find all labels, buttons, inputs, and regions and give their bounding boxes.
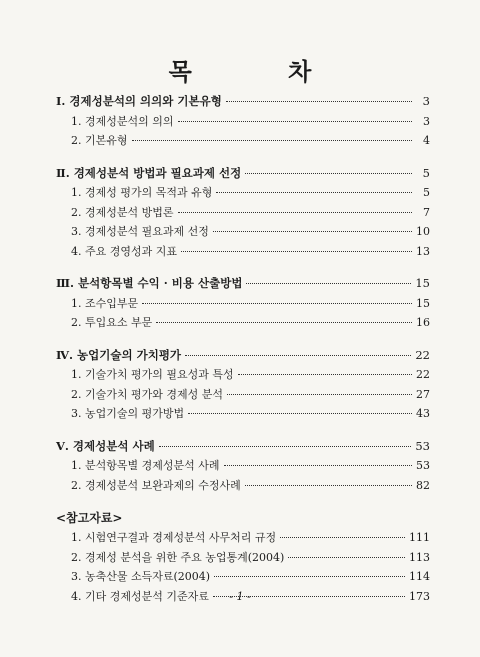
toc-subentry: [56, 404, 430, 424]
toc-page-number: 7: [423, 205, 430, 219]
toc-subentry: [56, 313, 430, 333]
toc-entry-label: Ⅳ. 농업기술의 가치평가: [56, 347, 182, 362]
reference-entry: [56, 567, 430, 587]
toc-page-number: 43: [416, 407, 430, 420]
toc-entry-label: 1. 조수입부문: [71, 296, 139, 310]
toc-page-number: 10: [416, 225, 430, 238]
reference-entry: [56, 548, 430, 568]
toc-entry-label: 2. 경제성분석 보완과제의 수정사례: [71, 478, 241, 492]
toc-sections: [56, 92, 430, 495]
dot-leader: [224, 465, 413, 466]
toc-page-number: 22: [415, 347, 430, 362]
reference-entry: [56, 528, 430, 548]
toc-entry-label: 3. 경제성분석 필요과제 선정: [71, 225, 209, 238]
toc-entry-label: 2. 기본유형: [71, 134, 128, 147]
toc-subentry: [56, 112, 430, 132]
toc-page-number: 22: [416, 368, 430, 381]
dot-leader: [226, 101, 412, 102]
toc-page-number: 82: [416, 478, 430, 492]
toc-entry-label: 1. 경제성 평가의 목적과 유형: [71, 186, 213, 199]
dot-leader: [280, 537, 405, 538]
dot-leader: [245, 485, 412, 486]
toc-entry-label: 1. 시험연구결과 경제성분석 사무처리 규정: [71, 531, 277, 544]
toc-subentry: [56, 365, 430, 385]
toc-page-number: 113: [409, 550, 430, 564]
toc-chapter-entry: [56, 92, 430, 112]
dot-leader: [142, 303, 412, 304]
toc-entry-label: Ⅰ. 경제성분석의 의의와 기본유형: [56, 94, 222, 108]
dot-leader: [178, 121, 413, 122]
toc-subentry: [56, 203, 430, 223]
toc-subentry: [56, 183, 430, 203]
dot-leader: [213, 231, 412, 232]
toc-entry-label: 1. 기술가치 평가의 필요성과 특성: [71, 368, 234, 381]
toc-subentry: [56, 222, 430, 242]
toc-entry-label: 2. 투입요소 부문: [71, 316, 153, 329]
toc-section: [56, 437, 430, 496]
dot-leader: [245, 173, 412, 174]
toc-entry-label: Ⅲ. 분석항목별 수익 · 비용 산출방법: [56, 276, 243, 290]
toc-section: [56, 274, 430, 333]
dot-leader: [178, 212, 413, 213]
dot-leader: [159, 446, 412, 447]
toc-entry-label: 1. 분석항목별 경제성분석 사례: [71, 459, 220, 472]
toc-chapter-entry: [56, 274, 430, 294]
toc-page-number: 114: [409, 570, 430, 583]
toc-section: [56, 346, 430, 424]
toc-page-number: 173: [409, 589, 430, 603]
toc-page-number: 3: [422, 94, 430, 108]
toc-chapter-entry: [56, 164, 430, 184]
dot-leader: [185, 355, 411, 356]
toc-page-number: 13: [416, 244, 430, 258]
toc-entry-label: Ⅴ. 경제성분석 사례: [56, 438, 155, 453]
toc-subentry: [56, 294, 430, 314]
dot-leader: [214, 576, 405, 577]
toc-section: [56, 92, 430, 151]
toc-page-number: 111: [409, 531, 430, 544]
toc-section: [56, 164, 430, 262]
toc-entry-label: 4. 주요 경영성과 지표: [71, 244, 177, 258]
toc-entry-label: 2. 경제성분석 방법론: [71, 205, 174, 219]
toc-chapter-entry: [56, 437, 430, 457]
dot-leader: [288, 557, 405, 558]
toc-subentry: [56, 385, 430, 405]
dot-leader: [181, 251, 412, 252]
toc-page-number: 4: [423, 134, 430, 147]
toc-page-number: 15: [415, 276, 430, 290]
dot-leader: [227, 394, 412, 395]
toc-page-number: 53: [416, 459, 430, 472]
toc-entry-label: 3. 농업기술의 평가방법: [71, 407, 185, 420]
toc-subentry: [56, 456, 430, 476]
toc-entry-label: 1. 경제성분석의 의의: [71, 114, 174, 128]
toc-subentry: [56, 476, 430, 496]
page-title: 목 차: [168, 57, 356, 86]
toc-page-number: 15: [416, 296, 430, 310]
toc-page-number: 3: [423, 114, 430, 128]
page-number: - 1 -: [229, 590, 251, 603]
dot-leader: [246, 283, 411, 284]
dot-leader: [132, 140, 413, 141]
toc-chapter-entry: [56, 346, 430, 366]
toc-page-number: 27: [416, 387, 430, 401]
toc-entry-label: 4. 기타 경제성분석 기준자료: [71, 589, 209, 603]
dot-leader: [238, 374, 412, 375]
toc-entry-label: 3. 농축산물 소득자료(2004): [71, 570, 211, 583]
dot-leader: [216, 192, 412, 193]
toc-page-number: 5: [422, 165, 430, 180]
dot-leader: [156, 322, 412, 323]
toc-subentry: [56, 131, 430, 151]
toc-page-number: 5: [423, 186, 430, 199]
toc-subentry: [56, 242, 430, 262]
table-of-contents: [56, 92, 430, 619]
toc-entry-label: 2. 기술가치 평가와 경제성 분석: [71, 387, 223, 401]
toc-entry-label: 2. 경제성 분석을 위한 주요 농업통계(2004): [71, 550, 285, 564]
dot-leader: [188, 413, 412, 414]
references-heading: <참고자료>: [56, 511, 123, 525]
toc-page-number: 16: [416, 316, 430, 329]
toc-entry-label: Ⅱ. 경제성분석 방법과 필요과제 선정: [56, 165, 242, 180]
toc-page-number: 53: [415, 438, 430, 453]
